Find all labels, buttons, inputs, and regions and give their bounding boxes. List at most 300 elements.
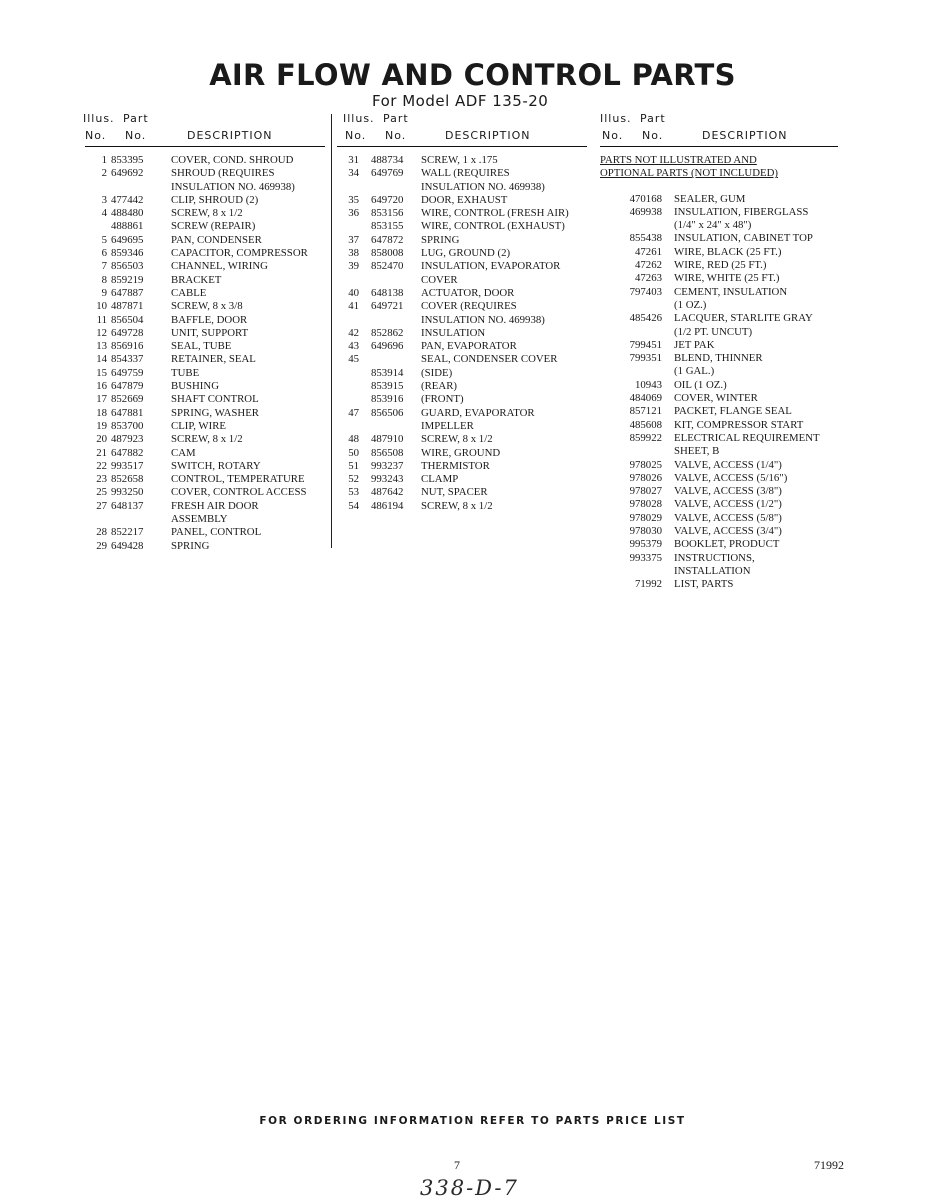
table-row (600, 312, 838, 325)
part-number: 10943 (635, 378, 662, 391)
illus-number: 31 (348, 154, 359, 166)
part-number: 649692 (111, 167, 144, 180)
illus-number: 47 (348, 406, 359, 419)
illus-number: 11 (96, 313, 107, 326)
part-number: 978030 (629, 525, 662, 538)
not-illustrated-note (600, 154, 838, 181)
illus-number: 5 (101, 233, 107, 246)
table-row (337, 327, 587, 340)
table-row (600, 299, 838, 312)
part-number: 852217 (111, 526, 144, 539)
part-number: 855438 (629, 232, 662, 245)
table-row (600, 512, 838, 525)
part-number: 649696 (371, 340, 404, 353)
description: (1/2 PT. UNCUT) (674, 325, 753, 338)
illus-number: 51 (348, 459, 359, 472)
illus-number: 38 (348, 247, 359, 260)
illus-number: 6 (101, 247, 107, 260)
part-number: 978028 (629, 498, 662, 511)
description: VALVE, ACCESS (1/2") (674, 498, 782, 511)
table-row (600, 485, 838, 498)
table-row (85, 181, 325, 194)
part-number: 853156 (371, 207, 404, 220)
header-rule (337, 146, 587, 147)
description: SPRING, WASHER (171, 406, 259, 419)
table-row (600, 498, 838, 511)
description: WIRE, WHITE (25 FT.) (674, 272, 780, 285)
table-row (600, 219, 838, 232)
part-number: 487871 (111, 300, 144, 313)
description: SCREW, 8 x 1/2 (421, 433, 493, 446)
part-number: 649759 (111, 366, 144, 379)
description: SCREW, 8 x 3/8 (171, 300, 243, 313)
illus-number: 1 (101, 154, 107, 166)
description: BRACKET (171, 273, 222, 286)
table-row (85, 300, 325, 313)
illus-number: 17 (96, 393, 107, 406)
description: SEALER, GUM (674, 192, 746, 205)
illus-number: 37 (348, 233, 359, 246)
table-row (337, 260, 587, 273)
table-row (600, 432, 838, 445)
description: ASSEMBLY (171, 513, 228, 526)
description: INSULATION, CABINET TOP (674, 232, 813, 245)
parts-column-1 (85, 110, 325, 553)
illus-number: 10 (96, 300, 107, 313)
part-number: 993237 (371, 459, 404, 472)
description: CABLE (171, 286, 207, 299)
part-number: 649769 (371, 167, 404, 180)
table-row (85, 460, 325, 473)
table-row (600, 392, 838, 405)
part-number: 649720 (371, 193, 404, 206)
description: (1/4" x 24" x 48") (674, 219, 752, 232)
part-number: 852470 (371, 260, 404, 273)
table-row (337, 207, 587, 220)
part-number: 648138 (371, 286, 404, 299)
part-number: 71992 (635, 578, 662, 591)
table-row (600, 565, 838, 578)
table-row (85, 340, 325, 353)
part-number: 485426 (629, 312, 662, 325)
table-row (600, 259, 838, 272)
description: JET PAK (674, 338, 715, 351)
table-row (85, 393, 325, 406)
description: SPRING (171, 539, 210, 552)
table-row (337, 460, 587, 473)
part-number: 993517 (111, 459, 144, 472)
table-row (85, 407, 325, 420)
illus-number: 50 (348, 446, 359, 459)
illus-number: 3 (101, 193, 107, 206)
header-rule (600, 146, 838, 147)
table-row (337, 340, 587, 353)
description: VALVE, ACCESS (3/8") (674, 485, 782, 498)
part-number: 859922 (629, 431, 662, 444)
table-row (85, 500, 325, 513)
table-row (600, 232, 838, 245)
description: WIRE, CONTROL (FRESH AIR) (421, 207, 569, 220)
part-number: 854337 (111, 353, 144, 366)
part-no-header: No. (125, 129, 147, 142)
table-row (85, 167, 325, 180)
part-number: 647882 (111, 446, 144, 459)
handwritten-code: 338-D-7 (420, 1176, 519, 1200)
table-row (600, 379, 838, 392)
illus-number: 29 (96, 539, 107, 552)
part-number: 853914 (371, 366, 404, 379)
table-row (85, 287, 325, 300)
parts-column-2 (337, 110, 587, 513)
part-number: 856503 (111, 260, 144, 273)
table-row (600, 272, 838, 285)
part-number: 856504 (111, 313, 144, 326)
table-row (337, 181, 587, 194)
table-row (85, 420, 325, 433)
description: SHROUD (REQUIRES (171, 167, 275, 180)
table-row (337, 367, 587, 380)
description: VALVE, ACCESS (5/16") (674, 471, 788, 484)
description: PACKET, FLANGE SEAL (674, 405, 792, 418)
illus-number: 27 (96, 499, 107, 512)
page-number: 7 (454, 1158, 460, 1172)
illus-header: Illus. (83, 112, 115, 125)
table-row (600, 578, 838, 591)
description-header: DESCRIPTION (445, 129, 531, 142)
part-number: 649728 (111, 326, 144, 339)
description: ACTUATOR, DOOR (421, 286, 515, 299)
page-title: AIR FLOW AND CONTROL PARTS (209, 58, 736, 92)
description: BLEND, THINNER (674, 352, 763, 365)
description: COVER, WINTER (674, 392, 758, 405)
ordering-info-note: FOR ORDERING INFORMATION REFER TO PARTS PRICE LIST (259, 1115, 686, 1127)
table-row (85, 220, 325, 233)
part-number: 993243 (371, 473, 404, 486)
part-number: 799351 (629, 352, 662, 365)
illus-number: 9 (101, 286, 107, 299)
illus-number: 7 (101, 260, 107, 273)
description: SEAL, TUBE (171, 340, 232, 353)
illus-number: 8 (101, 273, 107, 286)
illus-number: 12 (96, 326, 107, 339)
illus-number: 4 (101, 207, 107, 220)
illus-header: Illus. (600, 112, 632, 125)
part-number: 859346 (111, 247, 144, 260)
illus-number: 14 (96, 353, 107, 366)
part-header: Part (383, 112, 409, 125)
part-number: 469938 (629, 205, 662, 218)
table-row (85, 327, 325, 340)
description: WALL (REQUIRES (421, 167, 510, 180)
table-row (85, 234, 325, 247)
description: THERMISTOR (421, 459, 490, 472)
part-number: 799451 (629, 338, 662, 351)
table-row (85, 473, 325, 486)
part-number: 993375 (629, 551, 662, 564)
table-row (337, 420, 587, 433)
description-header: DESCRIPTION (187, 129, 273, 142)
table-row (600, 459, 838, 472)
part-number: 649695 (111, 233, 144, 246)
illus-number: 23 (96, 473, 107, 486)
description: INSULATION (421, 326, 486, 339)
illus-number: 19 (96, 419, 107, 432)
table-row (600, 525, 838, 538)
part-no-header: No. (642, 129, 664, 142)
description: SCREW, 1 x .175 (421, 154, 498, 166)
description: (FRONT) (421, 393, 464, 406)
table-row (85, 314, 325, 327)
description: (1 GAL.) (674, 365, 715, 378)
table-row (337, 393, 587, 406)
parts-column-3 (600, 110, 838, 592)
description-header: DESCRIPTION (702, 129, 788, 142)
part-number: 995379 (629, 538, 662, 551)
description: INSULATION, EVAPORATOR (421, 260, 561, 273)
description: WIRE, GROUND (421, 446, 501, 459)
table-row (337, 247, 587, 260)
table-row (337, 194, 587, 207)
table-row (85, 207, 325, 220)
table-row (337, 447, 587, 460)
part-number: 856508 (371, 446, 404, 459)
table-row (337, 274, 587, 287)
part-number: 859219 (111, 273, 144, 286)
illus-no-header: No. (85, 129, 107, 142)
part-number: 852658 (111, 473, 144, 486)
part-number: 488734 (371, 154, 404, 166)
table-row (85, 447, 325, 460)
table-row (600, 326, 838, 339)
description: IMPELLER (421, 419, 474, 432)
table-row (337, 500, 587, 513)
description: SHEET, B (674, 445, 720, 458)
illus-number: 20 (96, 433, 107, 446)
description: SCREW, 8 x 1/2 (421, 499, 493, 512)
part-number: 978029 (629, 511, 662, 524)
table-row (85, 247, 325, 260)
note-line: PARTS NOT ILLUSTRATED AND (600, 154, 757, 166)
table-row (337, 314, 587, 327)
illus-number: 43 (348, 340, 359, 353)
description: LIST, PARTS (674, 578, 734, 591)
part-number: 978025 (629, 458, 662, 471)
table-row (85, 260, 325, 273)
table-row (600, 365, 838, 378)
illus-number: 15 (96, 366, 107, 379)
description: CLIP, SHROUD (2) (171, 193, 259, 206)
part-number: 853916 (371, 393, 404, 406)
part-number: 484069 (629, 392, 662, 405)
parts-list (337, 154, 587, 513)
table-row (85, 380, 325, 393)
illus-number: 41 (348, 300, 359, 313)
description: SCREW (REPAIR) (171, 220, 256, 233)
description: BAFFLE, DOOR (171, 313, 248, 326)
table-row (337, 407, 587, 420)
part-header: Part (123, 112, 149, 125)
table-row (337, 433, 587, 446)
model-subtitle: For Model ADF 135-20 (372, 92, 549, 110)
table-row (600, 405, 838, 418)
description: INSTALLATION (674, 564, 751, 577)
part-number: 488861 (111, 220, 144, 233)
table-row (337, 234, 587, 247)
description: FRESH AIR DOOR (171, 499, 259, 512)
part-number: 487923 (111, 433, 144, 446)
part-number: 47262 (635, 259, 662, 272)
table-row (600, 445, 838, 458)
description: RETAINER, SEAL (171, 353, 256, 366)
description: VALVE, ACCESS (1/4") (674, 458, 782, 471)
description: WIRE, RED (25 FT.) (674, 259, 767, 272)
illus-number: 54 (348, 499, 359, 512)
table-row (600, 206, 838, 219)
part-number: 856916 (111, 340, 144, 353)
table-row (85, 486, 325, 499)
description: COVER (REQUIRES (421, 300, 517, 313)
description: LUG, GROUND (2) (421, 247, 511, 260)
illus-number: 36 (348, 207, 359, 220)
illus-number: 39 (348, 260, 359, 273)
table-row (337, 300, 587, 313)
part-number: 852862 (371, 326, 404, 339)
table-row (600, 552, 838, 565)
description: SHAFT CONTROL (171, 393, 259, 406)
table-row (600, 339, 838, 352)
table-row (600, 538, 838, 551)
description: VALVE, ACCESS (3/4") (674, 525, 782, 538)
description: INSTRUCTIONS, (674, 551, 755, 564)
part-number: 856506 (371, 406, 404, 419)
illus-number: 2 (101, 167, 107, 180)
table-row (85, 353, 325, 366)
illus-number: 48 (348, 433, 359, 446)
part-number: 647881 (111, 406, 144, 419)
description: WIRE, CONTROL (EXHAUST) (421, 220, 565, 233)
part-number: 470168 (629, 192, 662, 205)
table-row (85, 513, 325, 526)
description: ELECTRICAL REQUIREMENT (674, 431, 820, 444)
description: CAM (171, 446, 196, 459)
illus-number: 22 (96, 459, 107, 472)
table-row (85, 433, 325, 446)
part-number: 648137 (111, 499, 144, 512)
description: WIRE, BLACK (25 FT.) (674, 245, 782, 258)
description: INSULATION NO. 469938) (171, 180, 295, 193)
part-number: 858008 (371, 247, 404, 260)
illus-number: 35 (348, 193, 359, 206)
part-number: 486194 (371, 499, 404, 512)
column-divider (331, 114, 332, 548)
part-number: 47263 (635, 272, 662, 285)
description: TUBE (171, 366, 200, 379)
part-number: 647879 (111, 380, 144, 393)
description: UNIT, SUPPORT (171, 326, 249, 339)
illus-number: 42 (348, 326, 359, 339)
illus-number: 45 (348, 353, 359, 366)
description: CHANNEL, WIRING (171, 260, 268, 273)
table-row (85, 274, 325, 287)
table-row (85, 526, 325, 539)
illus-header: Illus. (343, 112, 375, 125)
part-number: 993250 (111, 486, 144, 499)
illus-number: 25 (96, 486, 107, 499)
illus-number: 18 (96, 406, 107, 419)
part-number: 488480 (111, 207, 144, 220)
description: GUARD, EVAPORATOR (421, 406, 535, 419)
table-row (85, 194, 325, 207)
part-number: 485608 (629, 418, 662, 431)
table-row (337, 380, 587, 393)
document-number: 71992 (814, 1158, 844, 1172)
description: PAN, EVAPORATOR (421, 340, 517, 353)
note-line: OPTIONAL PARTS (NOT INCLUDED) (600, 167, 779, 180)
description: CAPACITOR, COMPRESSOR (171, 247, 308, 260)
parts-list (600, 193, 838, 592)
description: NUT, SPACER (421, 486, 488, 499)
part-number: 853155 (371, 220, 404, 233)
part-number: 487910 (371, 433, 404, 446)
table-row (85, 154, 325, 167)
description: INSULATION NO. 469938) (421, 180, 545, 193)
part-number: 649721 (371, 300, 404, 313)
part-number: 853395 (111, 154, 144, 166)
description: KIT, COMPRESSOR START (674, 418, 804, 431)
description: DOOR, EXHAUST (421, 193, 508, 206)
illus-number: 13 (96, 340, 107, 353)
description: VALVE, ACCESS (5/8") (674, 511, 782, 524)
description: CONTROL, TEMPERATURE (171, 473, 305, 486)
table-row (600, 472, 838, 485)
header-rule (85, 146, 325, 147)
part-number: 978027 (629, 485, 662, 498)
table-row (85, 540, 325, 553)
description: SEAL, CONDENSER COVER (421, 353, 558, 366)
illus-no-header: No. (345, 129, 367, 142)
description: INSULATION NO. 469938) (421, 313, 545, 326)
table-row (600, 419, 838, 432)
table-row (337, 220, 587, 233)
column-header (85, 110, 325, 150)
description: (SIDE) (421, 366, 453, 379)
part-number: 797403 (629, 285, 662, 298)
description: LACQUER, STARLITE GRAY (674, 312, 813, 325)
description: (1 OZ.) (674, 298, 707, 311)
part-number: 852669 (111, 393, 144, 406)
description: (REAR) (421, 380, 457, 393)
illus-number: 52 (348, 473, 359, 486)
part-number: 857121 (629, 405, 662, 418)
description: SCREW, 8 x 1/2 (171, 207, 243, 220)
illus-number: 40 (348, 286, 359, 299)
part-header: Part (640, 112, 666, 125)
part-number: 477442 (111, 193, 144, 206)
table-row (337, 353, 587, 366)
part-number: 647872 (371, 233, 404, 246)
illus-number: 53 (348, 486, 359, 499)
description: PANEL, CONTROL (171, 526, 262, 539)
part-number: 647887 (111, 286, 144, 299)
description: COVER, CONTROL ACCESS (171, 486, 307, 499)
column-header (337, 110, 587, 150)
description: BOOKLET, PRODUCT (674, 538, 780, 551)
description: PAN, CONDENSER (171, 233, 262, 246)
part-number: 649428 (111, 539, 144, 552)
description: SPRING (421, 233, 460, 246)
illus-number: 16 (96, 380, 107, 393)
table-row (337, 486, 587, 499)
